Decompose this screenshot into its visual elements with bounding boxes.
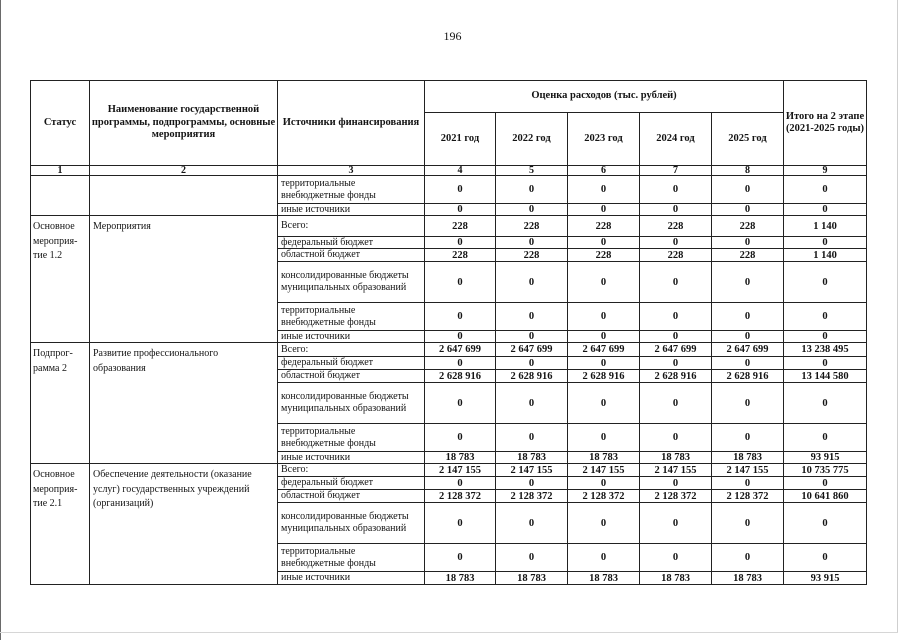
amount-cell-5-text: 0 xyxy=(744,184,751,195)
amount-cell-2-text: 0 xyxy=(528,397,535,409)
funding-source-cell-text: иные источники xyxy=(281,572,351,583)
amount-cell-5-text: 2 647 699 xyxy=(726,344,769,355)
amount-cell-5-text: 0 xyxy=(744,397,751,409)
funding-source-cell xyxy=(277,369,425,383)
funding-source-cell xyxy=(277,261,425,303)
stage-total-cell-text: 0 xyxy=(822,357,828,369)
funding-source-cell xyxy=(277,382,425,424)
amount-cell-1 xyxy=(424,423,496,452)
program-name-cell-text: Развитие профессионального образования xyxy=(93,348,219,374)
amount-cell-3 xyxy=(567,543,640,572)
funding-source-cell-text: территориальные внебюджетные фонды xyxy=(281,304,376,328)
funding-source-cell-text: территориальные внебюджетные фонды xyxy=(281,425,376,449)
stage-total-cell-text: 93 915 xyxy=(810,572,840,584)
amount-cell-3-text: 2 628 916 xyxy=(582,370,625,382)
stage-total-cell-text: 0 xyxy=(822,331,828,342)
amount-cell-5-text: 228 xyxy=(739,249,756,261)
amount-cell-2-text: 0 xyxy=(528,517,535,529)
amount-cell-3-text: 0 xyxy=(600,552,607,563)
status-cell-text: Подпрог- рамма 2 xyxy=(33,348,73,374)
stage-total-cell xyxy=(783,215,867,237)
amount-cell-2-text: 0 xyxy=(528,432,535,443)
amount-cell-4-text: 0 xyxy=(672,311,679,322)
amount-cell-1-text: 2 147 155 xyxy=(439,464,481,476)
amount-cell-3 xyxy=(567,382,640,424)
amount-cell-2 xyxy=(495,248,568,262)
column-number: 5 xyxy=(529,165,534,176)
amount-cell-1-text: 2 628 916 xyxy=(439,370,481,382)
funding-source-cell-text: консолидированные бюджеты муниципальных образований xyxy=(281,270,409,293)
status-cell-text: Основное мероприя- тие 1.2 xyxy=(33,221,78,261)
amount-cell-3-text: 0 xyxy=(600,184,607,195)
amount-cell-4-text: 0 xyxy=(672,552,679,563)
amount-cell-1 xyxy=(424,571,496,585)
amount-cell-5-text: 2 147 155 xyxy=(726,464,769,476)
funding-source-cell-text: иные источники xyxy=(281,451,351,463)
amount-cell-4-text: 0 xyxy=(672,357,679,369)
stage-total-cell-text: 93 915 xyxy=(810,452,840,463)
funding-source-cell xyxy=(277,476,425,490)
amount-cell-4-text: 2 128 372 xyxy=(654,490,697,502)
funding-source-cell xyxy=(277,571,425,585)
amount-cell-3-text: 0 xyxy=(600,432,607,443)
amount-cell-4 xyxy=(639,342,712,357)
column-number: 8 xyxy=(745,165,750,176)
amount-cell-3-text: 2 128 372 xyxy=(582,490,625,502)
amount-cell-3 xyxy=(567,463,640,477)
amount-cell-4 xyxy=(639,463,712,477)
amount-cell-2-text: 0 xyxy=(528,552,535,563)
amount-cell-3-text: 0 xyxy=(600,517,607,529)
amount-cell-5 xyxy=(711,175,784,204)
amount-cell-5-text: 0 xyxy=(744,432,751,443)
amount-cell-5 xyxy=(711,356,784,370)
amount-cell-5 xyxy=(711,261,784,303)
header-year-cell xyxy=(495,112,568,166)
amount-cell-2-text: 18 783 xyxy=(517,572,546,584)
amount-cell-2-text: 2 628 916 xyxy=(510,370,553,382)
stage-total-cell-text: 0 xyxy=(822,311,828,322)
amount-cell-5 xyxy=(711,302,784,331)
amount-cell-3 xyxy=(567,261,640,303)
amount-cell-2 xyxy=(495,543,568,572)
amount-cell-2-text: 2 647 699 xyxy=(510,344,553,355)
column-number: 9 xyxy=(822,165,828,176)
stage-total-cell xyxy=(783,342,867,357)
amount-cell-4-text: 0 xyxy=(672,276,679,288)
amount-cell-4 xyxy=(639,369,712,383)
header-status-cell xyxy=(30,80,90,166)
header-expense-estimate: Оценка расходов (тыс. рублей) xyxy=(531,90,677,102)
amount-cell-5 xyxy=(711,476,784,490)
amount-cell-4-text: 228 xyxy=(667,249,684,261)
amount-cell-2 xyxy=(495,571,568,585)
funding-source-cell-text: областной бюджет xyxy=(281,249,361,260)
amount-cell-2-text: 0 xyxy=(528,204,535,215)
funding-source-cell xyxy=(277,175,425,204)
funding-source-cell-text: иные источники xyxy=(281,330,351,342)
funding-source-cell-text: территориальные внебюджетные фонды xyxy=(281,545,376,569)
amount-cell-2-text: 2 128 372 xyxy=(510,490,553,502)
stage-total-cell xyxy=(783,302,867,331)
amount-cell-4-text: 18 783 xyxy=(661,452,690,463)
amount-cell-3-text: 18 783 xyxy=(589,572,618,584)
amount-cell-4 xyxy=(639,571,712,585)
amount-cell-1 xyxy=(424,489,496,503)
amount-cell-1 xyxy=(424,543,496,572)
column-number: 3 xyxy=(348,165,354,176)
amount-cell-1-text: 0 xyxy=(457,276,463,288)
amount-cell-2 xyxy=(495,175,568,204)
stage-total-cell-text: 0 xyxy=(822,397,828,409)
amount-cell-2-text: 228 xyxy=(523,249,540,261)
program-name-cell xyxy=(89,342,278,464)
funding-source-cell-text: Всего: xyxy=(281,464,309,475)
amount-cell-4 xyxy=(639,215,712,237)
amount-cell-1 xyxy=(424,369,496,383)
amount-cell-4 xyxy=(639,502,712,544)
amount-cell-2-text: 0 xyxy=(528,276,535,288)
header-stage-total-cell xyxy=(783,80,867,166)
amount-cell-1-text: 0 xyxy=(457,517,463,529)
amount-cell-1-text: 0 xyxy=(457,357,463,369)
amount-cell-4 xyxy=(639,489,712,503)
amount-cell-5 xyxy=(711,489,784,503)
amount-cell-4-text: 0 xyxy=(672,517,679,529)
amount-cell-5-text: 0 xyxy=(744,204,751,215)
amount-cell-5-text: 0 xyxy=(744,517,751,529)
funding-source-cell-text: иные источники xyxy=(281,203,351,215)
amount-cell-1-text: 2 128 372 xyxy=(439,490,481,502)
header-funding-sources-cell xyxy=(277,80,425,166)
amount-cell-5 xyxy=(711,215,784,237)
amount-cell-4-text: 0 xyxy=(672,204,679,215)
stage-total-cell-text: 0 xyxy=(822,477,828,489)
amount-cell-2-text: 0 xyxy=(528,237,535,248)
stage-total-cell-text: 0 xyxy=(822,517,828,529)
stage-total-cell-text: 1 140 xyxy=(813,249,837,261)
header-year: 2021 год xyxy=(440,132,480,144)
header-year-cell xyxy=(424,112,496,166)
amount-cell-4-text: 228 xyxy=(667,220,684,232)
amount-cell-1-text: 18 783 xyxy=(445,452,475,463)
amount-cell-3 xyxy=(567,248,640,262)
amount-cell-3-text: 0 xyxy=(600,477,607,489)
amount-cell-3-text: 228 xyxy=(595,249,612,261)
funding-source-cell xyxy=(277,543,425,572)
stage-total-cell xyxy=(783,175,867,204)
funding-source-cell-text: областной бюджет xyxy=(281,490,361,501)
amount-cell-1-text: 0 xyxy=(457,432,463,443)
amount-cell-3 xyxy=(567,369,640,383)
amount-cell-3 xyxy=(567,423,640,452)
funding-source-cell xyxy=(277,215,425,237)
amount-cell-5-text: 0 xyxy=(744,357,751,369)
amount-cell-5 xyxy=(711,502,784,544)
amount-cell-5-text: 0 xyxy=(744,477,751,489)
stage-total-cell-text: 0 xyxy=(822,552,828,563)
status-cell xyxy=(30,215,90,343)
amount-cell-1 xyxy=(424,342,496,357)
amount-cell-2-text: 0 xyxy=(528,477,535,489)
amount-cell-1 xyxy=(424,382,496,424)
stage-total-cell xyxy=(783,248,867,262)
amount-cell-4-text: 0 xyxy=(672,432,679,443)
amount-cell-5 xyxy=(711,423,784,452)
stage-total-cell xyxy=(783,382,867,424)
stage-total-cell-text: 0 xyxy=(822,204,828,215)
header-program-name: Наименование государственной программы, подпрограммы, основные мероприятия xyxy=(91,104,276,141)
program-name-cell-text: Обеспечение деятельности (оказание услуг) государственных учреждений (организаций) xyxy=(93,469,252,509)
amount-cell-2-text: 0 xyxy=(528,311,535,322)
stage-total-cell-text: 0 xyxy=(822,276,828,288)
amount-cell-3-text: 2 147 155 xyxy=(582,464,625,476)
amount-cell-4 xyxy=(639,302,712,331)
amount-cell-3-text: 0 xyxy=(600,331,607,342)
amount-cell-1-text: 0 xyxy=(457,311,463,322)
amount-cell-1-text: 0 xyxy=(457,477,463,489)
header-expense-estimate-cell xyxy=(424,80,784,113)
program-name-cell xyxy=(89,175,278,216)
amount-cell-2 xyxy=(495,342,568,357)
header-year: 2022 год xyxy=(512,132,551,144)
header-stage-total: Итого на 2 этапе (2021-2025 годы) xyxy=(785,110,865,134)
amount-cell-3 xyxy=(567,502,640,544)
amount-cell-2 xyxy=(495,261,568,303)
amount-cell-5-text: 0 xyxy=(744,552,751,563)
funding-source-cell xyxy=(277,489,425,503)
header-year-cell xyxy=(711,112,784,166)
amount-cell-2 xyxy=(495,423,568,452)
funding-source-cell-text: консолидированные бюджеты муниципальных образований xyxy=(281,511,409,534)
amount-cell-1-text: 0 xyxy=(457,204,463,215)
column-number: 2 xyxy=(181,165,186,176)
amount-cell-1 xyxy=(424,215,496,237)
amount-cell-5-text: 0 xyxy=(744,237,751,248)
header-funding-sources: Источники финансирования xyxy=(282,116,420,128)
column-number: 4 xyxy=(457,165,463,176)
amount-cell-1-text: 228 xyxy=(452,220,468,232)
amount-cell-4 xyxy=(639,423,712,452)
amount-cell-5-text: 0 xyxy=(744,276,751,288)
amount-cell-1-text: 0 xyxy=(457,331,463,342)
stage-total-cell xyxy=(783,356,867,370)
header-year: 2023 год xyxy=(584,132,623,144)
stage-total-cell-text: 1 140 xyxy=(813,220,837,232)
stage-total-cell-text: 0 xyxy=(822,432,828,443)
amount-cell-5-text: 2 128 372 xyxy=(726,490,769,502)
amount-cell-1 xyxy=(424,302,496,331)
column-number: 1 xyxy=(57,165,63,176)
amount-cell-4-text: 0 xyxy=(672,477,679,489)
header-status: Статус xyxy=(43,116,77,128)
header-year: 2024 год xyxy=(656,132,695,144)
header-year: 2025 год xyxy=(728,132,767,144)
amount-cell-2 xyxy=(495,382,568,424)
amount-cell-3-text: 0 xyxy=(600,357,607,369)
amount-cell-4-text: 0 xyxy=(672,331,679,342)
status-cell xyxy=(30,463,90,585)
funding-source-cell-text: федеральный бюджет xyxy=(281,236,374,248)
stage-total-cell xyxy=(783,489,867,503)
funding-source-cell xyxy=(277,342,425,357)
program-name-cell xyxy=(89,463,278,585)
amount-cell-4 xyxy=(639,382,712,424)
amount-cell-4 xyxy=(639,261,712,303)
amount-cell-4 xyxy=(639,543,712,572)
amount-cell-4-text: 2 147 155 xyxy=(654,464,697,476)
amount-cell-1 xyxy=(424,261,496,303)
stage-total-cell xyxy=(783,423,867,452)
page-number: 196 xyxy=(443,29,462,43)
amount-cell-1 xyxy=(424,476,496,490)
amount-cell-3 xyxy=(567,476,640,490)
amount-cell-5-text: 0 xyxy=(744,331,751,342)
column-number: 6 xyxy=(601,165,606,176)
column-number: 7 xyxy=(673,165,678,176)
stage-total-cell xyxy=(783,502,867,544)
funding-source-cell-text: Всего: xyxy=(281,343,309,355)
amount-cell-2 xyxy=(495,476,568,490)
funding-source-cell-text: федеральный бюджет xyxy=(281,357,374,368)
amount-cell-5-text: 0 xyxy=(744,311,751,322)
amount-cell-1 xyxy=(424,502,496,544)
program-name-cell xyxy=(89,215,278,343)
amount-cell-5 xyxy=(711,463,784,477)
amount-cell-5 xyxy=(711,571,784,585)
amount-cell-4 xyxy=(639,248,712,262)
amount-cell-3 xyxy=(567,175,640,204)
amount-cell-1-text: 228 xyxy=(452,249,468,261)
amount-cell-5-text: 18 783 xyxy=(733,452,762,463)
amount-cell-1 xyxy=(424,463,496,477)
amount-cell-5 xyxy=(711,382,784,424)
amount-cell-3-text: 0 xyxy=(600,276,607,288)
amount-cell-3 xyxy=(567,489,640,503)
amount-cell-4-text: 0 xyxy=(672,184,679,195)
amount-cell-2 xyxy=(495,369,568,383)
amount-cell-2-text: 0 xyxy=(528,331,535,342)
amount-cell-2 xyxy=(495,215,568,237)
amount-cell-5-text: 228 xyxy=(739,220,756,232)
stage-total-cell xyxy=(783,463,867,477)
amount-cell-2-text: 228 xyxy=(523,220,540,232)
amount-cell-1 xyxy=(424,356,496,370)
amount-cell-1-text: 18 783 xyxy=(445,572,475,584)
funding-source-cell xyxy=(277,463,425,477)
status-cell xyxy=(30,342,90,464)
amount-cell-2-text: 0 xyxy=(528,357,535,369)
header-program-name-cell xyxy=(89,80,278,166)
stage-total-cell xyxy=(783,261,867,303)
amount-cell-3-text: 0 xyxy=(600,237,607,248)
amount-cell-4-text: 2 647 699 xyxy=(654,344,697,355)
funding-source-cell xyxy=(277,502,425,544)
amount-cell-3-text: 228 xyxy=(595,220,612,232)
amount-cell-1-text: 0 xyxy=(457,552,463,563)
status-cell-text: Основное мероприя- тие 2.1 xyxy=(33,469,78,509)
status-cell xyxy=(30,175,90,216)
amount-cell-4-text: 2 628 916 xyxy=(654,370,697,382)
stage-total-cell-text: 10 641 860 xyxy=(801,490,849,502)
stage-total-cell xyxy=(783,369,867,383)
amount-cell-2 xyxy=(495,356,568,370)
amount-cell-4 xyxy=(639,356,712,370)
stage-total-cell xyxy=(783,543,867,572)
amount-cell-4-text: 0 xyxy=(672,397,679,409)
amount-cell-3-text: 0 xyxy=(600,311,607,322)
program-name-cell-text: Мероприятия xyxy=(93,221,151,232)
stage-total-cell xyxy=(783,571,867,585)
amount-cell-2 xyxy=(495,302,568,331)
funding-source-cell-text: территориальные внебюджетные фонды xyxy=(281,177,376,201)
amount-cell-4-text: 18 783 xyxy=(661,572,690,584)
funding-source-cell xyxy=(277,423,425,452)
funding-source-cell-text: областной бюджет xyxy=(281,370,361,381)
amount-cell-1-text: 0 xyxy=(457,397,463,409)
amount-cell-3 xyxy=(567,342,640,357)
funding-source-cell xyxy=(277,356,425,370)
funding-source-cell-text: консолидированные бюджеты муниципальных образований xyxy=(281,391,409,414)
amount-cell-1 xyxy=(424,175,496,204)
stage-total-cell-text: 13 144 580 xyxy=(801,370,849,382)
stage-total-cell-text: 13 238 495 xyxy=(801,344,849,355)
amount-cell-1-text: 0 xyxy=(457,237,463,248)
stage-total-cell xyxy=(783,476,867,490)
amount-cell-1-text: 0 xyxy=(457,184,463,195)
amount-cell-4 xyxy=(639,476,712,490)
stage-total-cell-text: 0 xyxy=(822,237,828,248)
amount-cell-5-text: 2 628 916 xyxy=(726,370,769,382)
amount-cell-3 xyxy=(567,356,640,370)
amount-cell-3 xyxy=(567,571,640,585)
amount-cell-5 xyxy=(711,342,784,357)
amount-cell-3 xyxy=(567,215,640,237)
amount-cell-1-text: 2 647 699 xyxy=(439,344,481,355)
amount-cell-3-text: 2 647 699 xyxy=(582,344,625,355)
amount-cell-2 xyxy=(495,463,568,477)
header-year-cell xyxy=(639,112,712,166)
funding-source-cell-text: федеральный бюджет xyxy=(281,477,374,488)
stage-total-cell-text: 0 xyxy=(822,184,828,195)
amount-cell-2-text: 0 xyxy=(528,184,535,195)
amount-cell-3-text: 18 783 xyxy=(589,452,618,463)
header-year-cell xyxy=(567,112,640,166)
amount-cell-2-text: 2 147 155 xyxy=(510,464,553,476)
amount-cell-3-text: 0 xyxy=(600,204,607,215)
funding-source-cell-text: Всего: xyxy=(281,220,309,231)
amount-cell-2 xyxy=(495,489,568,503)
stage-total-cell-text: 10 735 775 xyxy=(801,464,849,476)
amount-cell-5 xyxy=(711,543,784,572)
amount-cell-5-text: 18 783 xyxy=(733,572,762,584)
amount-cell-2-text: 18 783 xyxy=(517,452,546,463)
amount-cell-1 xyxy=(424,248,496,262)
amount-cell-4 xyxy=(639,175,712,204)
amount-cell-4-text: 0 xyxy=(672,237,679,248)
amount-cell-5 xyxy=(711,369,784,383)
amount-cell-3-text: 0 xyxy=(600,397,607,409)
amount-cell-3 xyxy=(567,302,640,331)
amount-cell-2 xyxy=(495,502,568,544)
funding-source-cell xyxy=(277,248,425,262)
funding-source-cell xyxy=(277,302,425,331)
amount-cell-5 xyxy=(711,248,784,262)
